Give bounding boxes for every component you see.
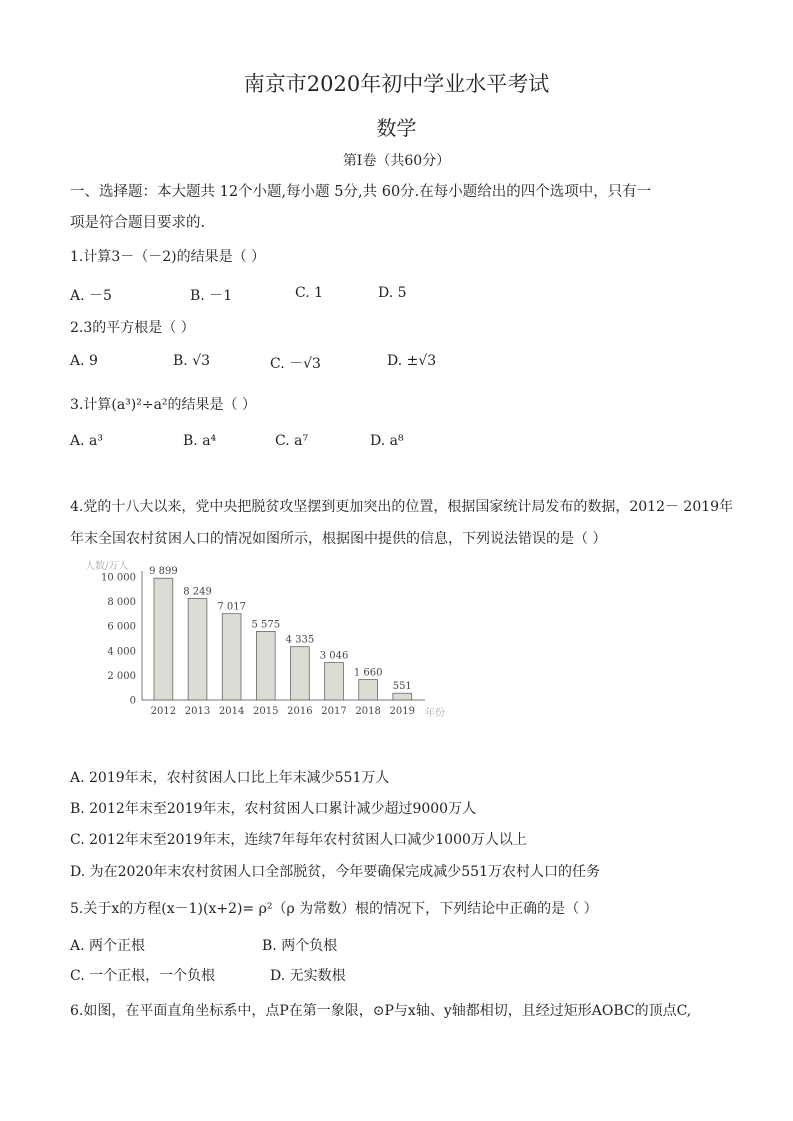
exam-title: 南京市2020年初中学业水平考试: [243, 72, 550, 96]
chart-bar: [359, 680, 378, 700]
x-tick-label: 2014: [218, 706, 245, 717]
q1-option-a: A. －5: [70, 288, 112, 304]
q3-option-a: A. a³: [70, 433, 103, 449]
chart-bar: [325, 663, 344, 700]
x-tick-label: 2016: [287, 706, 313, 717]
q2-stem: 2.3的平方根是（ ）: [70, 320, 195, 336]
bar-value-label: 4 335: [285, 634, 315, 646]
y-tick-label: 0: [129, 695, 136, 707]
q4-option-a: A. 2019年末，农村贫困人口比上年末减少551万人: [70, 770, 390, 786]
bar-value-label: 8 249: [183, 586, 212, 598]
part1-instructions-line2: 项是符合题目要求的.: [70, 215, 206, 231]
q5-stem: 5.关于x的方程(x－1)(x+2)= ρ²（ρ 为常数）根的情况下，下列结论中正确的是（ ）: [70, 901, 598, 917]
chart-bar: [222, 614, 241, 700]
bar-value-label: 5 575: [251, 619, 281, 631]
y-tick-label: 2 000: [107, 670, 136, 682]
y-tick-label: 10 000: [101, 572, 136, 584]
y-tick-label: 6 000: [107, 621, 136, 633]
bar-value-label: 551: [392, 681, 412, 693]
part1-instructions-line1: 一、选择题：本大题共 12个小题,每小题 5分,共 60分.在每小题给出的四个选项中，只有一: [70, 184, 652, 200]
q3-option-c: C. a⁷: [275, 433, 309, 449]
poverty-bar-chart: [80, 555, 470, 730]
section-heading: 第Ⅰ卷（共60分）: [342, 153, 451, 169]
q1-option-d: D. 5: [378, 285, 407, 301]
q2-option-c: C. －√3: [270, 356, 321, 372]
y-axis-label: 人数/万人: [85, 561, 129, 572]
x-tick-label: 2018: [355, 706, 381, 717]
q3-option-d: D. a⁸: [370, 433, 404, 449]
x-tick-label: 2017: [321, 706, 347, 717]
x-tick-label: 2013: [184, 706, 211, 717]
y-tick-label: 4 000: [107, 646, 136, 658]
q5-option-d: D. 无实数根: [270, 968, 346, 984]
x-tick-label: 2012: [150, 706, 177, 717]
q4-option-c: C. 2012年末至2019年末，连续7年每年农村贫困人口减少1000万人以上: [70, 832, 527, 848]
exam-subject: 数学: [376, 116, 417, 140]
q3-option-b: B. a⁴: [183, 433, 217, 449]
x-tick-label: 2019: [389, 706, 415, 717]
q4-stem-line1: 4.党的十八大以来，党中央把脱贫攻坚摆到更加突出的位置，根据国家统计局发布的数据，2012－ 2019年: [70, 499, 734, 515]
q1-stem: 1.计算3－（－2)的结果是（ ）: [70, 249, 266, 265]
q2-option-d: D. ±√3: [387, 353, 437, 369]
chart-bar: [256, 631, 275, 700]
q5-option-c: C. 一个正根，一个负根: [70, 968, 216, 984]
q6-stem: 6.如图，在平面直角坐标系中，点P在第一象限，⊙P与x轴、y轴都相切，且经过矩形AOBC的顶点C,: [70, 1003, 692, 1019]
bar-value-label: 3 046: [319, 650, 349, 662]
q1-option-c: C. 1: [295, 285, 324, 301]
x-tick-label: 2015: [253, 706, 279, 717]
x-axis-label: 年份: [425, 708, 445, 719]
q3-stem: 3.计算(a³)²÷a²的结果是（ ）: [70, 397, 256, 413]
chart-bar: [154, 578, 173, 700]
chart-bar: [393, 693, 412, 700]
q4-option-b: B. 2012年末至2019年末，农村贫困人口累计减少超过9000万人: [70, 801, 477, 817]
bar-value-label: 1 660: [353, 667, 383, 679]
q2-option-b: B. √3: [173, 353, 211, 369]
q5-option-b: B. 两个负根: [262, 938, 338, 954]
q4-option-d: D. 为在2020年末农村贫困人口全部脱贫，今年要确保完成减少551万农村人口的任务: [70, 864, 600, 880]
bar-value-label: 9 899: [149, 566, 178, 578]
y-tick-label: 8 000: [107, 597, 136, 609]
q2-option-a: A. 9: [70, 353, 98, 369]
chart-bar: [291, 647, 310, 700]
bar-value-label: 7 017: [217, 601, 246, 613]
q5-option-a: A. 两个正根: [70, 938, 146, 954]
q1-option-b: B. －1: [190, 288, 233, 304]
q4-stem-line2: 年末全国农村贫困人口的情况如图所示，根据图中提供的信息，下列说法错误的是（ ）: [70, 531, 607, 547]
chart-bar: [188, 599, 207, 700]
